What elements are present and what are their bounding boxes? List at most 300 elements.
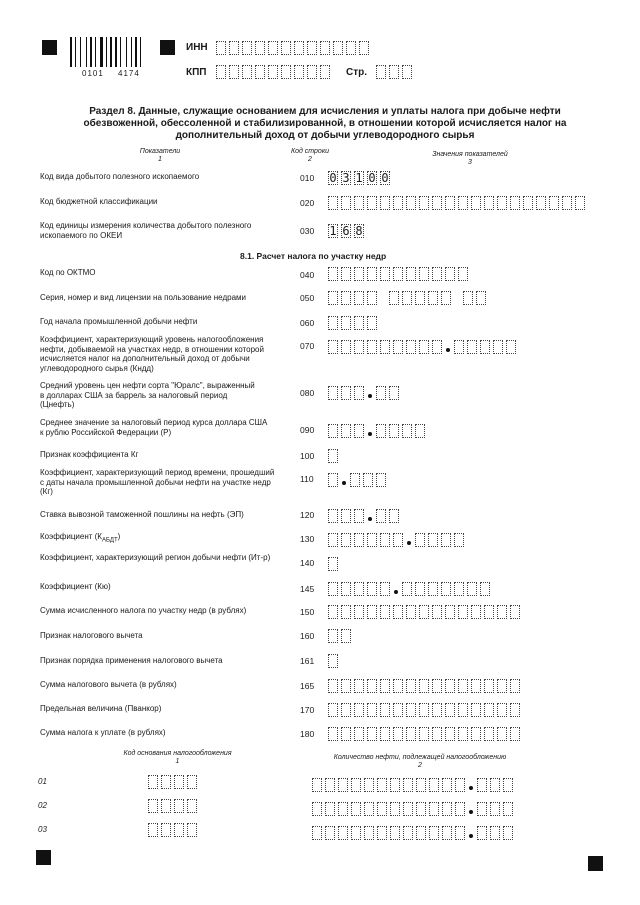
entry-cell[interactable]: [523, 196, 533, 210]
entry-cell[interactable]: [458, 196, 468, 210]
barcode-bar: [106, 37, 107, 67]
entry-cell[interactable]: [441, 533, 451, 547]
entry-cell[interactable]: [174, 823, 184, 837]
entry-cell[interactable]: [490, 802, 500, 816]
entry-cell[interactable]: [390, 778, 400, 792]
entry-cell[interactable]: [377, 802, 387, 816]
entry-cell[interactable]: [406, 267, 416, 281]
entry-cell[interactable]: [333, 41, 343, 55]
entry-cell[interactable]: [390, 802, 400, 816]
entry-cell[interactable]: [174, 775, 184, 789]
entry-cell[interactable]: [445, 196, 455, 210]
entry-cell[interactable]: [476, 291, 486, 305]
row-070-cells[interactable]: [328, 340, 516, 354]
entry-cell[interactable]: [419, 605, 429, 619]
entry-cell[interactable]: [268, 41, 278, 55]
entry-cell[interactable]: [341, 727, 351, 741]
entry-cell[interactable]: [338, 802, 348, 816]
entry-cell[interactable]: [341, 424, 351, 438]
entry-cell[interactable]: [376, 473, 386, 487]
entry-cell[interactable]: [393, 267, 403, 281]
entry-cell[interactable]: [428, 291, 438, 305]
entry-cell[interactable]: [380, 727, 390, 741]
entry-cell[interactable]: [338, 826, 348, 840]
row-030-cells[interactable]: [328, 224, 364, 238]
entry-cell[interactable]: [341, 291, 351, 305]
bottom-row-03-qty-cells[interactable]: [312, 826, 513, 840]
entry-cell[interactable]: [497, 727, 507, 741]
entry-cell[interactable]: [510, 727, 520, 741]
row-130-cells[interactable]: [328, 533, 464, 547]
entry-cell[interactable]: [432, 267, 442, 281]
entry-cell[interactable]: [419, 703, 429, 717]
entry-cell[interactable]: [367, 291, 377, 305]
bottom-row-01-label: 01: [38, 777, 47, 786]
entry-cell[interactable]: 1: [355, 171, 363, 185]
entry-cell[interactable]: [187, 775, 197, 789]
bottom-row-01-qty-cells[interactable]: [312, 778, 513, 792]
entry-cell[interactable]: [377, 778, 387, 792]
inn-cells[interactable]: [216, 41, 369, 55]
entry-cell[interactable]: [442, 802, 452, 816]
entry-cell[interactable]: [402, 291, 412, 305]
entry-cell[interactable]: [432, 196, 442, 210]
row-020-cells[interactable]: [328, 196, 585, 210]
entry-cell[interactable]: [480, 340, 490, 354]
entry-cell[interactable]: [350, 473, 360, 487]
entry-cell[interactable]: [364, 802, 374, 816]
entry-cell[interactable]: [367, 703, 377, 717]
entry-cell[interactable]: [320, 65, 330, 79]
entry-cell[interactable]: [445, 679, 455, 693]
entry-cell[interactable]: [328, 605, 338, 619]
entry-cell[interactable]: [536, 196, 546, 210]
entry-cell[interactable]: [575, 196, 585, 210]
entry-cell[interactable]: [471, 679, 481, 693]
bottom-row-02-code-cells[interactable]: [148, 799, 197, 813]
entry-cell[interactable]: [416, 802, 426, 816]
entry-cell[interactable]: [389, 386, 399, 400]
entry-cell[interactable]: [328, 316, 338, 330]
entry-cell[interactable]: [458, 679, 468, 693]
entry-cell[interactable]: [380, 196, 390, 210]
entry-cell[interactable]: [376, 424, 386, 438]
entry-cell[interactable]: [510, 703, 520, 717]
entry-cell[interactable]: [484, 703, 494, 717]
entry-cell[interactable]: [328, 291, 338, 305]
entry-cell[interactable]: [419, 267, 429, 281]
entry-cell[interactable]: [354, 727, 364, 741]
entry-cell[interactable]: [419, 196, 429, 210]
bottom-row-01-code-cells[interactable]: [148, 775, 197, 789]
entry-cell[interactable]: [354, 533, 364, 547]
entry-cell[interactable]: [497, 703, 507, 717]
entry-cell[interactable]: [346, 41, 356, 55]
entry-cell[interactable]: [307, 41, 317, 55]
entry-cell[interactable]: [415, 424, 425, 438]
entry-cell[interactable]: [341, 386, 351, 400]
entry-cell[interactable]: [429, 826, 439, 840]
entry-cell[interactable]: [341, 316, 351, 330]
entry-cell[interactable]: [341, 605, 351, 619]
entry-cell[interactable]: [380, 267, 390, 281]
entry-cell[interactable]: [242, 65, 252, 79]
entry-cell[interactable]: [367, 605, 377, 619]
entry-cell[interactable]: [497, 196, 507, 210]
entry-cell[interactable]: [458, 703, 468, 717]
entry-cell[interactable]: [328, 727, 338, 741]
entry-cell[interactable]: [363, 473, 373, 487]
entry-cell[interactable]: [416, 778, 426, 792]
row-070-label: Коэффициент, характеризующий уровень налогообложения нефти, добываемой на участках недр, в отношении которой исчисляется налог на дополнительный доход от добычи углеводородного сырья (Кндд): [40, 335, 264, 373]
entry-cell[interactable]: [454, 340, 464, 354]
barcode-bar: [80, 37, 81, 67]
entry-cell[interactable]: [380, 533, 390, 547]
entry-cell[interactable]: [255, 65, 265, 79]
entry-cell[interactable]: [455, 826, 465, 840]
entry-cell[interactable]: [268, 65, 278, 79]
entry-cell[interactable]: 8: [355, 224, 363, 238]
entry-cell[interactable]: [229, 65, 239, 79]
entry-cell[interactable]: [351, 826, 361, 840]
entry-cell[interactable]: [367, 340, 377, 354]
entry-cell[interactable]: [445, 727, 455, 741]
row-145-code: 145: [300, 584, 315, 594]
barcode-bar: [93, 37, 94, 67]
entry-cell[interactable]: [415, 533, 425, 547]
page-cells[interactable]: [376, 65, 412, 79]
row-140-cells[interactable]: [328, 557, 338, 571]
entry-cell[interactable]: [406, 196, 416, 210]
entry-cell[interactable]: [490, 826, 500, 840]
entry-cell[interactable]: [148, 823, 158, 837]
row-010-cells[interactable]: [328, 171, 390, 185]
entry-cell[interactable]: [325, 802, 335, 816]
entry-cell[interactable]: [549, 196, 559, 210]
row-140-code: 140: [300, 558, 315, 568]
entry-cell[interactable]: [406, 703, 416, 717]
entry-cell[interactable]: [312, 802, 322, 816]
entry-cell[interactable]: [328, 340, 338, 354]
entry-cell[interactable]: [328, 267, 338, 281]
entry-cell[interactable]: [432, 727, 442, 741]
entry-cell[interactable]: [380, 679, 390, 693]
entry-cell[interactable]: [161, 799, 171, 813]
entry-cell[interactable]: [216, 65, 226, 79]
row-120-cells[interactable]: [328, 509, 399, 523]
entry-cell[interactable]: [402, 65, 412, 79]
entry-cell[interactable]: [216, 41, 226, 55]
entry-cell[interactable]: [312, 826, 322, 840]
entry-cell[interactable]: 6: [342, 224, 350, 238]
decimal-point: [367, 424, 373, 438]
entry-cell[interactable]: [389, 291, 399, 305]
entry-cell[interactable]: [359, 41, 369, 55]
entry-cell[interactable]: [428, 582, 438, 596]
entry-cell[interactable]: [367, 727, 377, 741]
entry-cell[interactable]: [493, 340, 503, 354]
entry-cell[interactable]: [341, 703, 351, 717]
decimal-point: [468, 802, 474, 816]
entry-cell[interactable]: [393, 196, 403, 210]
entry-cell[interactable]: [402, 582, 412, 596]
entry-cell[interactable]: [161, 823, 171, 837]
entry-cell[interactable]: [354, 386, 364, 400]
row-090-cells[interactable]: [328, 424, 425, 438]
entry-cell[interactable]: [351, 802, 361, 816]
entry-cell[interactable]: [354, 316, 364, 330]
entry-cell[interactable]: [432, 703, 442, 717]
page-label: Стр.: [346, 67, 368, 78]
entry-cell[interactable]: [377, 826, 387, 840]
row-145-cells[interactable]: [328, 582, 490, 596]
entry-cell[interactable]: 3: [342, 171, 350, 185]
entry-cell[interactable]: [455, 802, 465, 816]
entry-cell[interactable]: [341, 582, 351, 596]
entry-cell[interactable]: [445, 703, 455, 717]
row-040-label: Код по ОКТМО: [40, 268, 96, 277]
row-040-cells[interactable]: [328, 267, 468, 281]
entry-cell[interactable]: [471, 703, 481, 717]
entry-cell[interactable]: [419, 340, 429, 354]
entry-cell[interactable]: [432, 605, 442, 619]
row-170-cells[interactable]: [328, 703, 520, 717]
entry-cell[interactable]: [328, 679, 338, 693]
entry-cell[interactable]: [294, 65, 304, 79]
entry-cell[interactable]: [471, 196, 481, 210]
entry-cell[interactable]: [354, 679, 364, 693]
entry-cell[interactable]: [510, 605, 520, 619]
row-060-cells[interactable]: [328, 316, 377, 330]
entry-cell[interactable]: [367, 533, 377, 547]
entry-cell[interactable]: 0: [329, 171, 337, 185]
entry-cell[interactable]: [562, 196, 572, 210]
entry-cell[interactable]: [341, 509, 351, 523]
entry-cell[interactable]: [503, 802, 513, 816]
entry-cell[interactable]: [380, 582, 390, 596]
entry-cell[interactable]: [354, 196, 364, 210]
entry-cell[interactable]: 0: [368, 171, 376, 185]
entry-cell[interactable]: [328, 473, 338, 487]
entry-cell[interactable]: [187, 799, 197, 813]
entry-cell[interactable]: [441, 582, 451, 596]
row-050-cells[interactable]: [328, 291, 486, 305]
entry-cell[interactable]: [393, 679, 403, 693]
entry-cell[interactable]: [354, 582, 364, 596]
entry-cell[interactable]: [161, 775, 171, 789]
entry-cell[interactable]: [390, 826, 400, 840]
kpp-cells[interactable]: [216, 65, 330, 79]
entry-cell[interactable]: [325, 826, 335, 840]
barcode-bar: [100, 37, 103, 67]
entry-cell[interactable]: [477, 778, 487, 792]
entry-cell[interactable]: [354, 424, 364, 438]
entry-cell[interactable]: [406, 727, 416, 741]
entry-cell[interactable]: [328, 509, 338, 523]
entry-cell[interactable]: [497, 605, 507, 619]
row-165-cells[interactable]: [328, 679, 520, 693]
entry-cell[interactable]: [307, 65, 317, 79]
entry-cell[interactable]: [364, 778, 374, 792]
entry-cell[interactable]: [354, 605, 364, 619]
entry-cell[interactable]: [428, 533, 438, 547]
entry-cell[interactable]: [354, 509, 364, 523]
entry-cell[interactable]: [419, 679, 429, 693]
entry-cell[interactable]: [338, 778, 348, 792]
entry-cell[interactable]: [389, 424, 399, 438]
entry-cell[interactable]: [341, 267, 351, 281]
entry-cell[interactable]: [376, 386, 386, 400]
entry-cell[interactable]: [403, 802, 413, 816]
entry-cell[interactable]: [458, 727, 468, 741]
entry-cell[interactable]: [328, 557, 338, 571]
entry-cell[interactable]: [148, 799, 158, 813]
entry-cell[interactable]: [376, 509, 386, 523]
entry-cell[interactable]: [403, 826, 413, 840]
entry-cell[interactable]: [148, 775, 158, 789]
entry-cell[interactable]: [328, 533, 338, 547]
entry-cell[interactable]: [328, 424, 338, 438]
entry-cell[interactable]: [341, 196, 351, 210]
entry-cell[interactable]: [415, 291, 425, 305]
entry-cell[interactable]: [497, 679, 507, 693]
entry-cell[interactable]: [389, 65, 399, 79]
entry-cell[interactable]: [471, 605, 481, 619]
entry-cell[interactable]: [354, 340, 364, 354]
entry-cell[interactable]: [458, 267, 468, 281]
entry-cell[interactable]: [389, 509, 399, 523]
entry-cell[interactable]: [341, 629, 351, 643]
entry-cell[interactable]: [484, 727, 494, 741]
row-110-cells[interactable]: [328, 473, 386, 487]
entry-cell[interactable]: [255, 41, 265, 55]
entry-cell[interactable]: [312, 778, 322, 792]
entry-cell[interactable]: [367, 196, 377, 210]
entry-cell[interactable]: [367, 679, 377, 693]
entry-cell[interactable]: [432, 679, 442, 693]
entry-cell[interactable]: [229, 41, 239, 55]
entry-cell[interactable]: [354, 267, 364, 281]
entry-cell[interactable]: [441, 291, 451, 305]
entry-cell[interactable]: [432, 340, 442, 354]
entry-cell[interactable]: [380, 703, 390, 717]
entry-cell[interactable]: [415, 582, 425, 596]
entry-cell[interactable]: [367, 316, 377, 330]
entry-cell[interactable]: [351, 778, 361, 792]
entry-cell[interactable]: [455, 778, 465, 792]
bottom-row-02-qty-cells[interactable]: [312, 802, 513, 816]
entry-cell[interactable]: [442, 826, 452, 840]
entry-cell[interactable]: [402, 424, 412, 438]
entry-cell[interactable]: [467, 340, 477, 354]
entry-cell[interactable]: [328, 629, 338, 643]
entry-cell[interactable]: [376, 65, 386, 79]
entry-cell[interactable]: [471, 727, 481, 741]
entry-cell[interactable]: [380, 340, 390, 354]
entry-cell[interactable]: [406, 340, 416, 354]
entry-cell[interactable]: [281, 65, 291, 79]
row-160-cells[interactable]: [328, 629, 351, 643]
entry-cell[interactable]: [367, 267, 377, 281]
entry-cell[interactable]: [445, 267, 455, 281]
row-150-cells[interactable]: [328, 605, 520, 619]
entry-cell[interactable]: [367, 582, 377, 596]
entry-cell[interactable]: 1: [329, 224, 337, 238]
row-180-cells[interactable]: [328, 727, 520, 741]
entry-cell[interactable]: [477, 826, 487, 840]
entry-cell[interactable]: [445, 605, 455, 619]
entry-cell[interactable]: [403, 778, 413, 792]
entry-cell[interactable]: [484, 605, 494, 619]
entry-cell[interactable]: [242, 41, 252, 55]
entry-cell[interactable]: [341, 533, 351, 547]
row-100-cells[interactable]: [328, 449, 338, 463]
row-090-label: Среднее значение за налоговый период курса доллара США к рублю Российской Федерации (Р): [40, 418, 268, 437]
entry-cell[interactable]: [174, 799, 184, 813]
entry-cell[interactable]: [328, 386, 338, 400]
entry-cell[interactable]: [484, 679, 494, 693]
entry-cell[interactable]: [454, 533, 464, 547]
entry-cell[interactable]: [490, 778, 500, 792]
entry-cell[interactable]: [294, 41, 304, 55]
entry-cell[interactable]: [429, 778, 439, 792]
entry-cell[interactable]: [341, 679, 351, 693]
entry-cell[interactable]: [442, 778, 452, 792]
entry-cell[interactable]: [393, 533, 403, 547]
entry-cell[interactable]: [354, 703, 364, 717]
entry-cell[interactable]: [503, 778, 513, 792]
entry-cell[interactable]: [463, 291, 473, 305]
entry-cell[interactable]: [393, 605, 403, 619]
entry-cell[interactable]: [467, 582, 477, 596]
entry-cell[interactable]: [429, 802, 439, 816]
entry-cell[interactable]: [328, 582, 338, 596]
row-161-cells[interactable]: [328, 654, 338, 668]
entry-cell[interactable]: [510, 196, 520, 210]
entry-cell[interactable]: [454, 582, 464, 596]
entry-cell[interactable]: [364, 826, 374, 840]
entry-cell[interactable]: [510, 679, 520, 693]
entry-cell[interactable]: [406, 679, 416, 693]
entry-cell[interactable]: [328, 449, 338, 463]
entry-cell[interactable]: [380, 605, 390, 619]
entry-cell[interactable]: [484, 196, 494, 210]
entry-cell[interactable]: [341, 340, 351, 354]
entry-cell[interactable]: [328, 654, 338, 668]
entry-cell[interactable]: [406, 605, 416, 619]
entry-cell[interactable]: [477, 802, 487, 816]
entry-cell[interactable]: [328, 703, 338, 717]
bottom-row-03-code-cells[interactable]: [148, 823, 197, 837]
entry-cell[interactable]: [187, 823, 197, 837]
entry-cell[interactable]: [393, 340, 403, 354]
entry-cell[interactable]: [328, 196, 338, 210]
entry-cell[interactable]: [506, 340, 516, 354]
entry-cell[interactable]: [393, 703, 403, 717]
entry-cell[interactable]: 0: [381, 171, 389, 185]
entry-cell[interactable]: [419, 727, 429, 741]
entry-cell[interactable]: [480, 582, 490, 596]
entry-cell[interactable]: [503, 826, 513, 840]
entry-cell[interactable]: [325, 778, 335, 792]
entry-cell[interactable]: [458, 605, 468, 619]
entry-cell[interactable]: [393, 727, 403, 741]
entry-cell[interactable]: [320, 41, 330, 55]
entry-cell[interactable]: [281, 41, 291, 55]
entry-cell[interactable]: [416, 826, 426, 840]
entry-cell[interactable]: [354, 291, 364, 305]
row-080-cells[interactable]: [328, 386, 399, 400]
